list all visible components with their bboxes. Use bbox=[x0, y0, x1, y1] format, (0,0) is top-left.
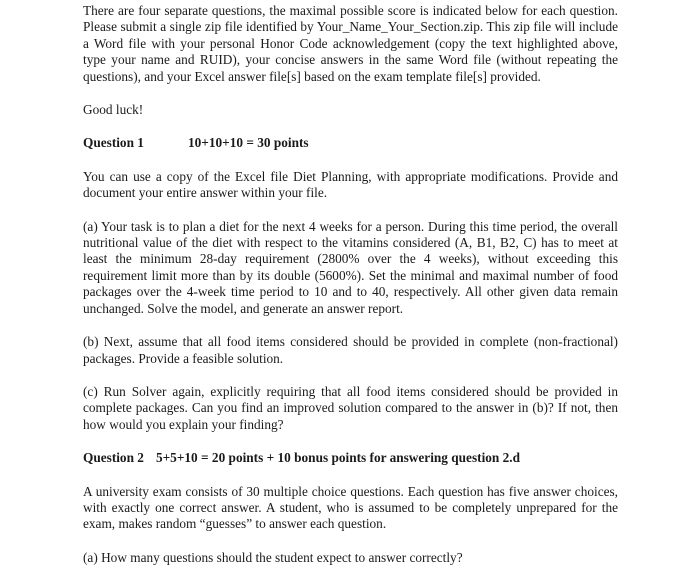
intro-paragraph: There are four separate questions, the maximal possible score is indicated below for each question. Please submit a single zip file identified by Your_Name_Your_Section.zip. This zip file will include a Word file with your personal Honor Code acknowledgement (copy the text highlighted above, type your name and RUID), your concise answers in the same Word file (without repeating the questions), and your Excel answer file[s] based on the exam template file[s] provided. bbox=[83, 3, 618, 84]
question-1-part-a: (a) Your task is to plan a diet for the next 4 weeks for a person. During this time period, the overall nutritional value of the diet with respect to the vitamins considered (A, B1, B2, C) has to meet at least the minimum 28-day requirement (2800% over the 4 weeks), without exceeding this requirement limit more than by its double (5600%). Set the minimal and maximal number of food packages over the 4-week time period to 10 and to 40, respectively. All other given data remain unchanged. Solve the model, and generate an answer report. bbox=[83, 218, 618, 316]
good-luck-text: Good luck! bbox=[83, 102, 144, 118]
question-2-heading bbox=[83, 450, 618, 466]
question-2-title: Question 2 bbox=[83, 450, 144, 466]
question-1-instructions: You can use a copy of the Excel file Diet Planning, with appropriate modifications. Provide and document your entire answer within your file. bbox=[83, 168, 618, 201]
question-1-part-c: (c) Run Solver again, explicitly requiring that all food items considered should be provided in complete packages. Can you find an improved solution compared to the answer in (b)? If not, then how would you explain your finding? bbox=[83, 383, 618, 432]
question-1-title: Question 1 bbox=[83, 135, 144, 151]
question-2-part-a: (a) How many questions should the student expect to answer correctly? bbox=[83, 549, 463, 565]
question-1-part-b: (b) Next, assume that all food items considered should be provided in complete (non-fractional) packages. Provide a feasible solution. bbox=[83, 334, 618, 366]
question-1-heading bbox=[83, 135, 618, 151]
question-1-points: 10+10+10 = 30 points bbox=[187, 135, 309, 151]
question-2-points: 5+5+10 = 20 points + 10 bonus points for answering question 2.d bbox=[155, 450, 520, 466]
document-page bbox=[83, 3, 618, 566]
question-2-intro: A university exam consists of 30 multiple choice questions. Each question has five answer choices, with exactly one correct answer. A student, who is assumed to be completely unprepared for the exam, makes random “guesses” to answer each question. bbox=[83, 483, 618, 532]
